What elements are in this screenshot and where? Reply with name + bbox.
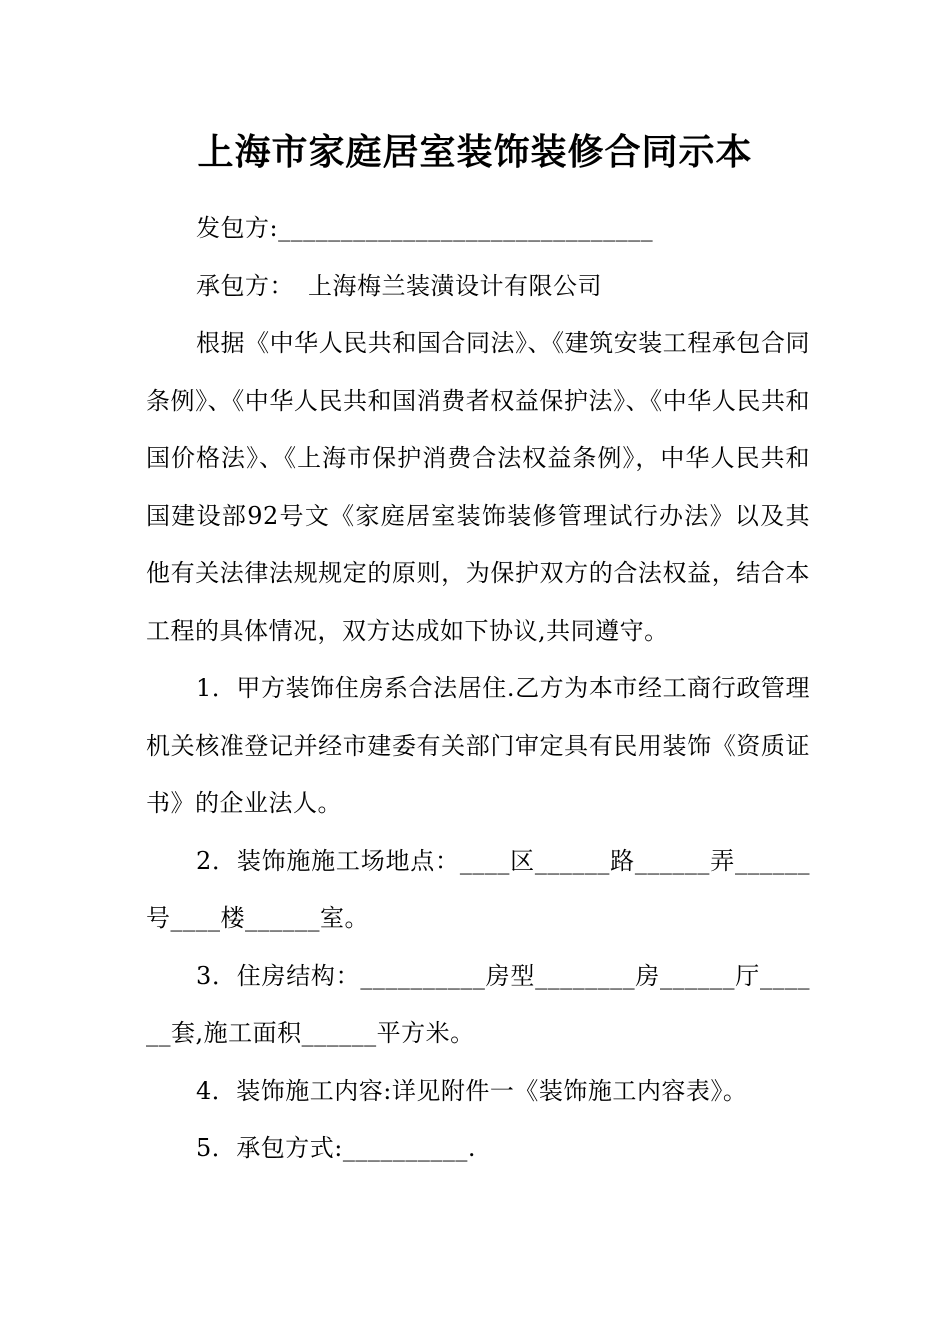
document-title: 上海市家庭居室装饰装修合同示本 (197, 131, 753, 173)
clause-4: 4．装饰施工内容:详见附件一《装饰施工内容表》。 (196, 1076, 748, 1105)
party-b-line (146, 258, 810, 316)
party-b-label: 承包方： (196, 271, 294, 300)
party-a-label: 发包方: (196, 214, 279, 242)
clause-2: 2．装饰施施工场地点：____区______路______弄______号____楼______室。 (146, 846, 810, 932)
preamble-paragraph: 根据《中华人民共和国合同法》、《建筑安装工程承包合同条例》、《中华人民共和国消费者权益保护法》、《中华人民共和国价格法》、《上海市保护消费合法权益条例》，中华人民共和国建设部92号文《家庭居室装饰装修管理试行办法》以及其他有关法律法规规定的原则，为保护双方的合法权益，结合本工程的具体情况，双方达成如下协议,共同遵守。 (146, 329, 810, 645)
party-b-value: 上海梅兰装潢设计有限公司 (308, 271, 602, 300)
party-a-blank: ______________________________ (278, 214, 654, 242)
clause-3: 3．住房结构：__________房型________房______厅______套,施工面积______平方米。 (146, 961, 810, 1047)
document-body (146, 200, 810, 1178)
party-a-line (146, 200, 810, 258)
clause-5: 5．承包方式:__________. (196, 1134, 476, 1162)
clause-1: 1．甲方装饰住房系合法居住.乙方为本市经工商行政管理机关核准登记并经市建委有关部门审定具有民用装饰《资质证书》的企业法人。 (146, 674, 810, 817)
